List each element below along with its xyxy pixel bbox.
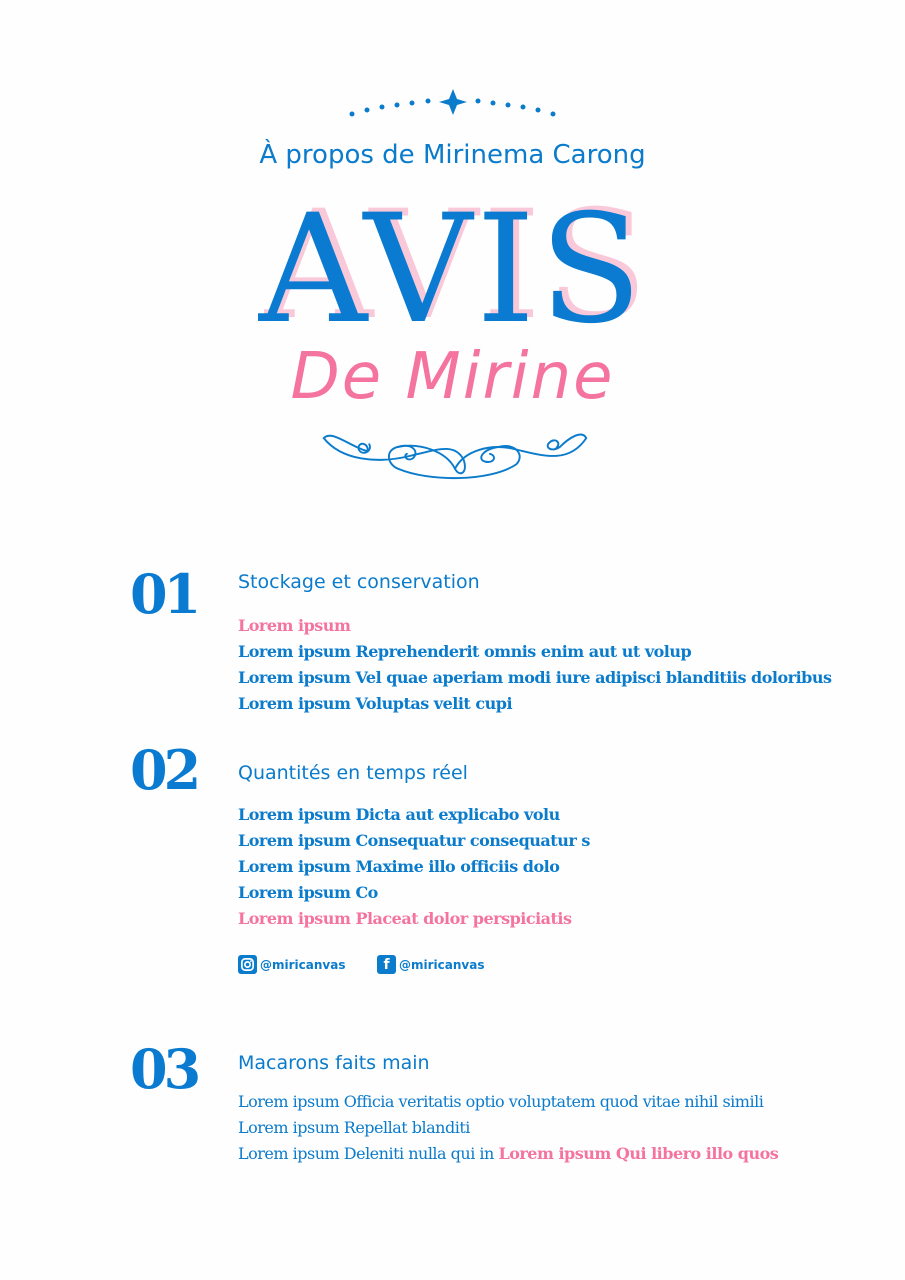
- text-line: Lorem ipsum Consequatur consequatur s: [238, 831, 590, 850]
- subtitle: À propos de Mirinema Carong: [259, 140, 646, 170]
- section-title: Quantités en temps réel: [238, 762, 468, 784]
- section-lines: [238, 802, 590, 932]
- instagram-handle: @miricanvas: [260, 957, 346, 972]
- instagram-link[interactable]: [238, 955, 345, 974]
- instagram-icon: [238, 955, 257, 974]
- text-line: Lorem ipsum Officia veritatis optio voluptatem quod vitae nihil simili: [238, 1092, 764, 1111]
- facebook-icon: f: [377, 955, 396, 974]
- text-segment: Lorem ipsum Deleniti nulla qui in: [238, 1144, 499, 1163]
- text-line: Lorem ipsum: [238, 616, 351, 635]
- highlight-segment: Lorem ipsum Qui libero illo quos: [498, 1144, 779, 1163]
- text-line: Lorem ipsum Voluptas velit cupi: [238, 694, 513, 713]
- text-line: Lorem ipsum Vel quae aperiam modi iure adipisci blanditiis doloribus: [238, 668, 832, 687]
- section-number: 03: [130, 1037, 198, 1101]
- text-line: Lorem ipsum Dicta aut explicabo volu: [238, 805, 560, 824]
- text-line: Lorem ipsum Placeat dolor perspiciatis: [238, 909, 572, 928]
- text-line: Lorem ipsum Reprehenderit omnis enim aut ut volup: [238, 642, 692, 661]
- section-lines: [238, 1089, 778, 1167]
- section-lines: [238, 613, 831, 717]
- section-title: Stockage et conservation: [238, 571, 480, 593]
- dots-star-ornament-icon: [340, 86, 565, 126]
- text-line: [238, 1141, 778, 1167]
- flourish-ornament-icon: [300, 425, 610, 495]
- section-number: 02: [130, 738, 198, 802]
- facebook-handle: @miricanvas: [399, 957, 485, 972]
- text-line: Lorem ipsum Repellat blanditi: [238, 1118, 470, 1137]
- text-line: Lorem ipsum Co: [238, 883, 378, 902]
- section-title: Macarons faits main: [238, 1052, 430, 1074]
- facebook-link[interactable]: [377, 955, 484, 974]
- main-title: AVIS: [258, 183, 647, 357]
- title-subheading: De Mirine: [290, 340, 615, 414]
- text-line: Lorem ipsum Maxime illo officiis dolo: [238, 857, 560, 876]
- section-number: 01: [130, 562, 198, 626]
